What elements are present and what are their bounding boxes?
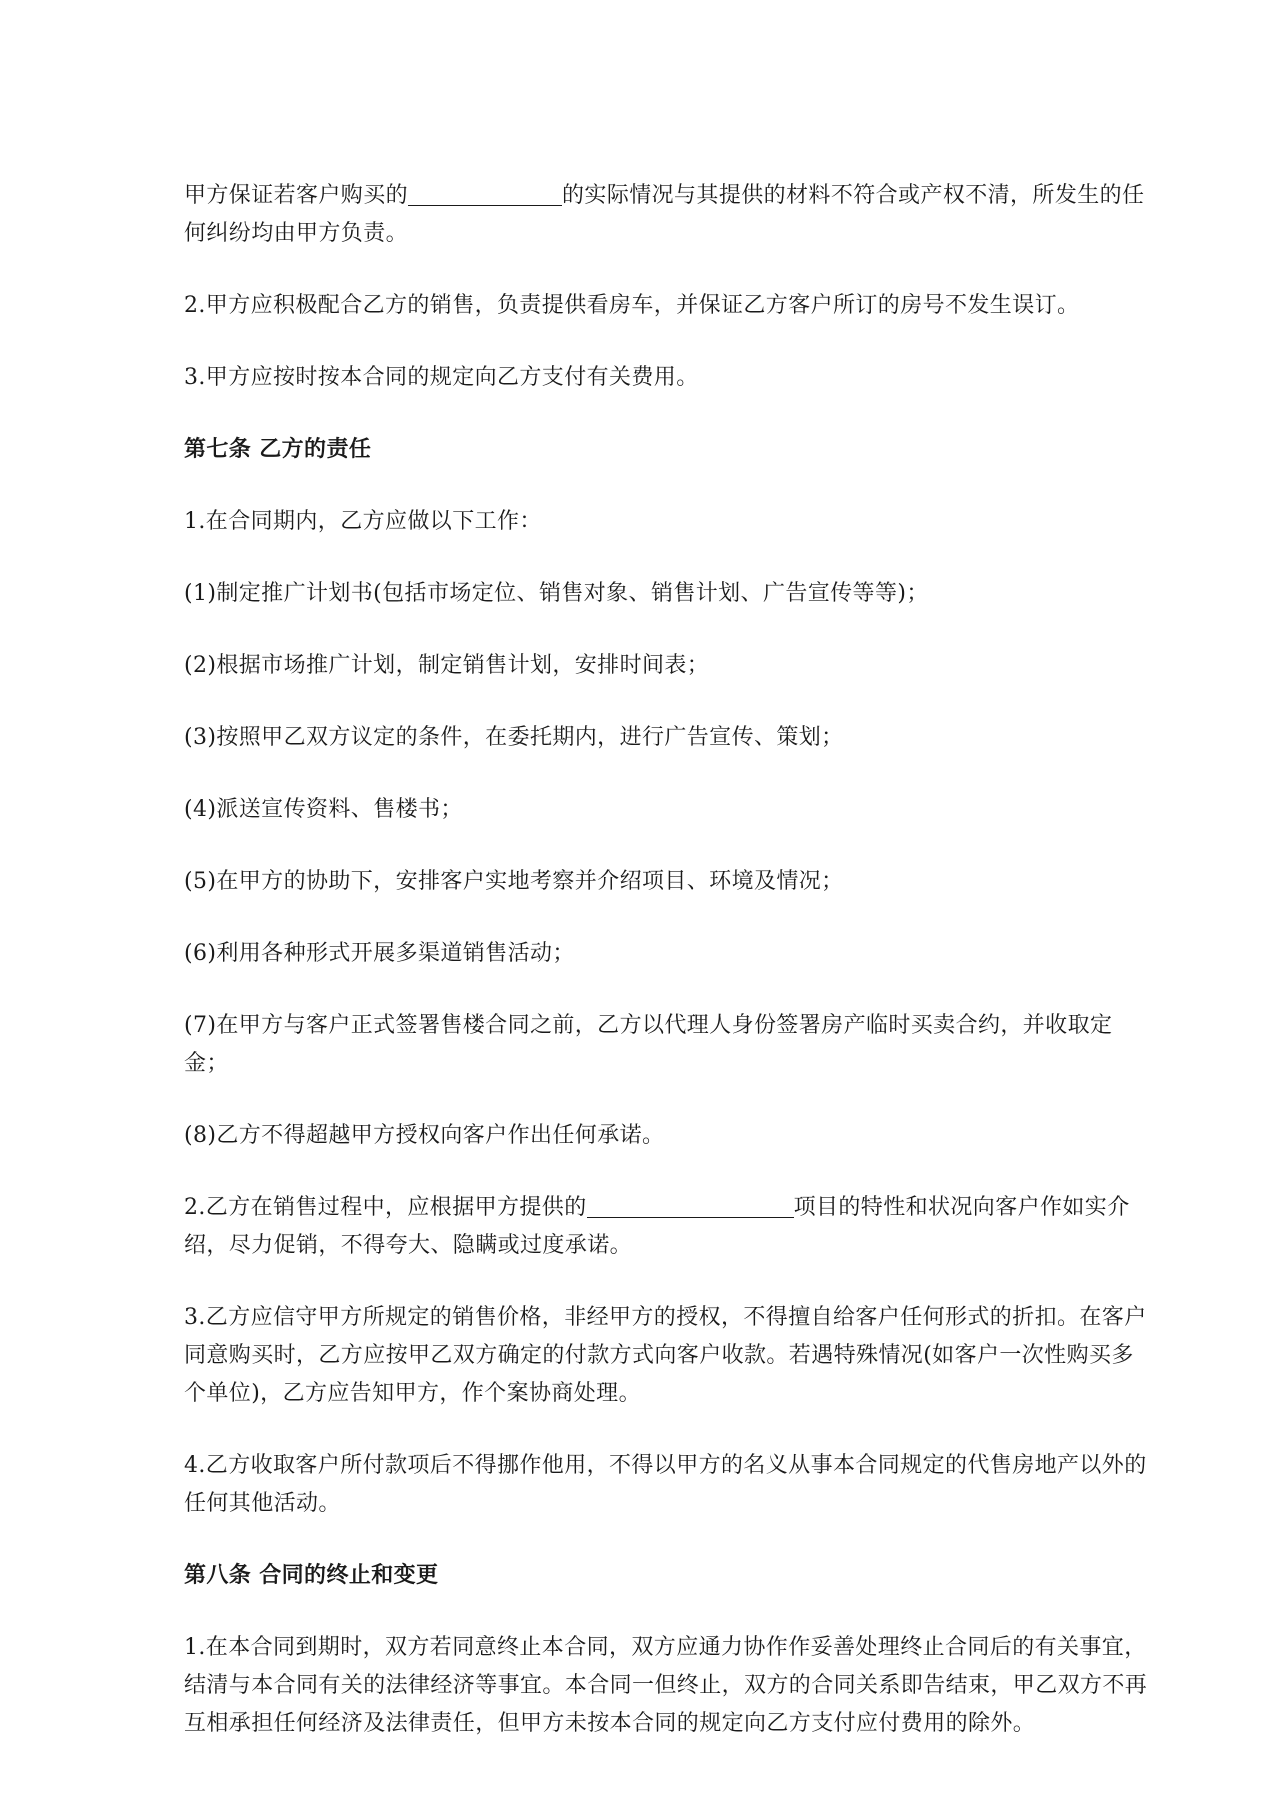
paragraph-party-b-clause-4: 4.乙方收取客户所付款项后不得挪作他用，不得以甲方的名义从事本合同规定的代售房地产以外的任何其他活动。 bbox=[184, 1453, 1147, 1516]
list-item: (3)按照甲乙双方议定的条件，在委托期内，进行广告宣传、策划； bbox=[184, 725, 844, 750]
paragraph-party-b-clause-3: 3.乙方应信守甲方所规定的销售价格，非经甲方的授权，不得擅自给客户任何形式的折扣。在客户同意购买时，乙方应按甲乙双方确定的付款方式向客户收款。若遇特殊情况(如客户一次性购买多个单位)，乙方应告知甲方，作个案协商处理。 bbox=[184, 1305, 1147, 1406]
paragraph-party-a-guarantee bbox=[184, 177, 1154, 253]
text-segment: 的实际情况与其提供的材料不符合或产权不清，所发生的任何纠纷均由甲方负责。 bbox=[184, 183, 1145, 246]
paragraph-party-a-clause-2: 2.甲方应积极配合乙方的销售，负责提供看房车，并保证乙方客户所订的房号不发生误订。 bbox=[184, 293, 1080, 318]
section-heading-article-8: 第八条 合同的终止和变更 bbox=[184, 1563, 439, 1588]
list-item: (5)在甲方的协助下，安排客户实地考察并介绍项目、环境及情况； bbox=[184, 869, 844, 894]
paragraph-party-b-clause-2 bbox=[184, 1189, 1154, 1265]
list-item: (6)利用各种形式开展多渠道销售活动； bbox=[184, 941, 575, 966]
list-item: (1)制定推广计划书(包括市场定位、销售对象、销售计划、广告宣传等等)； bbox=[184, 581, 929, 606]
paragraph-party-b-clause-1: 1.在合同期内，乙方应做以下工作： bbox=[184, 509, 542, 534]
section-heading-article-7: 第七条 乙方的责任 bbox=[184, 437, 372, 462]
paragraph-party-a-clause-3: 3.甲方应按时按本合同的规定向乙方支付有关费用。 bbox=[184, 365, 699, 390]
paragraph-termination-clause-1: 1.在本合同到期时，双方若同意终止本合同，双方应通力协作作妥善处理终止合同后的有关事宜，结清与本合同有关的法律经济等事宜。本合同一但终止，双方的合同关系即告结束，甲乙双方不再互相承担任何经济及法律责任，但甲方未按本合同的规定向乙方支付应付费用的除外。 bbox=[184, 1635, 1148, 1736]
text-segment: 项目的特性和状况向客户作如实介绍，尽力促销，不得夸大、隐瞒或过度承诺。 bbox=[184, 1195, 1130, 1258]
fill-in-blank[interactable] bbox=[408, 179, 562, 206]
list-item: (8)乙方不得超越甲方授权向客户作出任何承诺。 bbox=[184, 1123, 665, 1148]
fill-in-blank[interactable] bbox=[587, 1191, 794, 1218]
list-item: (2)根据市场推广计划，制定销售计划，安排时间表； bbox=[184, 653, 710, 678]
list-item: (7)在甲方与客户正式签署售楼合同之前，乙方以代理人身份签署房产临时买卖合约，并收取定金； bbox=[184, 1013, 1113, 1076]
text-segment: 2.乙方在销售过程中，应根据甲方提供的 bbox=[184, 1195, 587, 1220]
text-segment: 甲方保证若客户购买的 bbox=[184, 183, 409, 208]
document-page bbox=[184, 177, 1154, 1777]
list-item: (4)派送宣传资料、售楼书； bbox=[184, 797, 463, 822]
